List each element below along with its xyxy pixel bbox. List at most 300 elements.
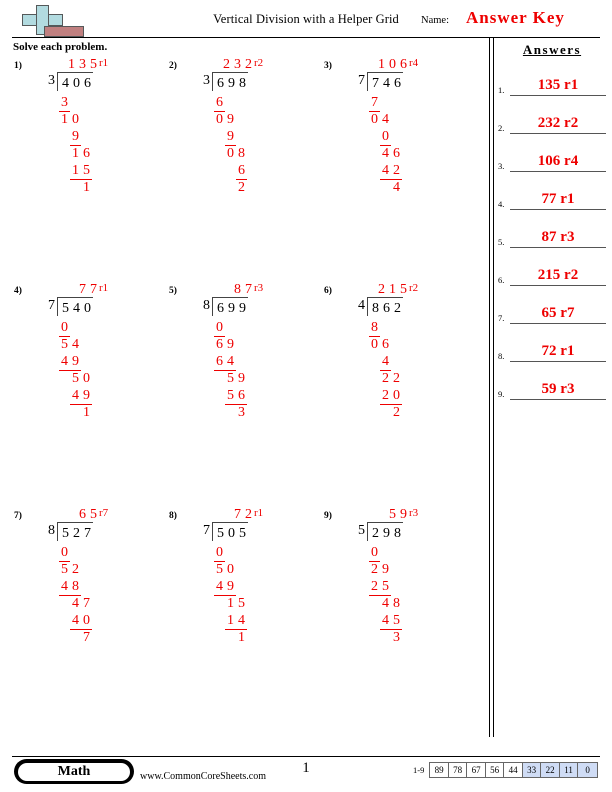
step-digits <box>214 335 236 353</box>
step-digit: 9 <box>72 129 79 144</box>
step-digit: 5 <box>227 371 234 386</box>
quotient-digit: 7 <box>79 282 86 297</box>
name-label: Name: <box>421 15 449 26</box>
dividend-digit: 9 <box>239 301 246 316</box>
dividend-digit: 0 <box>84 301 91 316</box>
step-digit: 4 <box>72 388 79 403</box>
long-division-work <box>197 280 263 420</box>
grading-scale-cell: 22 <box>541 763 560 777</box>
logo-bar <box>44 26 84 37</box>
quotient-digit: 9 <box>400 507 407 522</box>
step-digits <box>225 594 247 612</box>
difference-step <box>197 178 263 195</box>
page-footer <box>0 752 612 792</box>
answer-number: 7. <box>498 313 505 323</box>
step-digits <box>70 369 92 387</box>
grading-scale-cell: 44 <box>504 763 523 777</box>
remainder-label: r2 <box>254 57 264 69</box>
problem-number: 1) <box>14 61 22 71</box>
long-division-work <box>42 55 108 195</box>
difference-step <box>352 594 418 611</box>
answer-number: 2. <box>498 123 505 133</box>
step-digit: 8 <box>371 320 378 335</box>
step-digits <box>236 403 247 421</box>
remainder-label: r2 <box>409 282 419 294</box>
step-digit: 0 <box>83 371 90 386</box>
dividend-digit: 8 <box>394 526 401 541</box>
work-steps <box>42 543 108 645</box>
quotient-row <box>352 55 418 72</box>
subtraction-step <box>42 386 108 403</box>
dividend-digit: 9 <box>228 76 235 91</box>
problem-number: 5) <box>169 286 177 296</box>
step-digit: 0 <box>382 129 389 144</box>
dividend-digit: 6 <box>217 76 224 91</box>
long-division-work <box>197 505 263 645</box>
step-digit: 1 <box>72 163 79 178</box>
quotient-digit: 1 <box>389 282 396 297</box>
step-digit: 5 <box>227 388 234 403</box>
step-digit: 6 <box>382 337 389 352</box>
quotient-row <box>197 505 263 522</box>
step-digit: 1 <box>83 405 90 420</box>
dividend-row <box>197 522 263 542</box>
step-digit: 0 <box>72 112 79 127</box>
division-problem <box>324 280 479 500</box>
difference-step <box>42 560 108 577</box>
difference-step <box>42 369 108 386</box>
difference-step <box>352 178 418 195</box>
subtraction-step <box>42 577 108 594</box>
subtraction-step <box>352 543 418 560</box>
subtraction-step <box>352 352 418 369</box>
difference-step <box>42 628 108 645</box>
dividend-digit: 0 <box>73 76 80 91</box>
problem-number: 2) <box>169 61 177 71</box>
problem-row <box>0 280 489 505</box>
work-steps <box>352 318 418 420</box>
quotient-row <box>352 280 418 297</box>
difference-step <box>352 335 418 352</box>
quotient-digit: 6 <box>79 507 86 522</box>
difference-step <box>197 335 263 352</box>
answer-value: 72 r1 <box>541 343 575 359</box>
step-digits <box>225 144 247 162</box>
answer-number: 8. <box>498 351 505 361</box>
step-digits <box>81 178 92 196</box>
dividend-row <box>42 72 108 92</box>
dividend-digit: 7 <box>372 76 379 91</box>
problem-row <box>0 55 489 280</box>
dividend-digit: 5 <box>239 526 246 541</box>
page-number: 1 <box>302 760 310 776</box>
problem-number: 4) <box>14 286 22 296</box>
answer-row <box>498 134 608 172</box>
quotient-digit: 5 <box>389 507 396 522</box>
answer-value: 65 r7 <box>541 305 575 321</box>
dividend-digit: 7 <box>84 526 91 541</box>
division-bracket <box>57 297 93 316</box>
step-digits <box>391 628 402 646</box>
divisor: 7 <box>48 298 55 313</box>
dividend-digit: 2 <box>73 526 80 541</box>
subtraction-step <box>42 611 108 628</box>
step-digit: 4 <box>382 163 389 178</box>
grading-scale-cell: 11 <box>560 763 579 777</box>
quotient-digit: 0 <box>389 57 396 72</box>
long-division-work <box>352 280 418 420</box>
step-digit: 6 <box>83 146 90 161</box>
division-problem <box>14 505 169 725</box>
division-problem <box>14 55 169 275</box>
answer-row <box>498 172 608 210</box>
answer-number: 6. <box>498 275 505 285</box>
dividend-digit: 2 <box>372 526 379 541</box>
quotient-digit: 2 <box>245 57 252 72</box>
step-digit: 0 <box>371 337 378 352</box>
dividend-digit: 6 <box>217 301 224 316</box>
step-digit: 2 <box>382 371 389 386</box>
step-digit: 5 <box>83 163 90 178</box>
grading-scale <box>413 762 598 778</box>
step-digit: 2 <box>371 562 378 577</box>
quotient-pad <box>66 507 77 523</box>
step-digits <box>236 628 247 646</box>
subtraction-step <box>352 127 418 144</box>
division-problem <box>324 55 479 275</box>
grading-scale-cell: 0 <box>578 763 597 777</box>
answers-heading: Answers <box>522 42 582 57</box>
answer-row <box>498 96 608 134</box>
step-digit: 2 <box>382 388 389 403</box>
step-digit: 1 <box>83 180 90 195</box>
dividend-row <box>352 297 418 317</box>
difference-step <box>42 178 108 195</box>
difference-step <box>42 144 108 161</box>
answers-list <box>496 58 608 400</box>
step-digit: 4 <box>216 579 223 594</box>
problems-grid <box>0 55 489 730</box>
remainder-label: r4 <box>409 57 419 69</box>
step-digit: 9 <box>227 129 234 144</box>
step-digits <box>59 110 81 128</box>
grading-scale-cell: 89 <box>430 763 449 777</box>
subtraction-step <box>197 352 263 369</box>
step-digits <box>391 403 402 421</box>
dividend-digit: 4 <box>73 301 80 316</box>
problem-number: 9) <box>324 511 332 521</box>
subtraction-step <box>197 127 263 144</box>
problem-number: 3) <box>324 61 332 71</box>
step-digit: 5 <box>216 562 223 577</box>
quotient-pad <box>376 507 387 523</box>
difference-step <box>197 628 263 645</box>
divisor: 8 <box>48 523 55 538</box>
step-digit: 9 <box>72 354 79 369</box>
step-digit: 2 <box>238 180 245 195</box>
divisor: 7 <box>358 73 365 88</box>
step-digit: 0 <box>227 562 234 577</box>
dividend-digit: 8 <box>372 301 379 316</box>
dividend-digit: 6 <box>383 301 390 316</box>
problem-number: 8) <box>169 511 177 521</box>
step-digits <box>391 178 402 196</box>
step-digit: 3 <box>238 405 245 420</box>
quotient-row <box>197 55 263 72</box>
quotient-row <box>352 505 418 522</box>
work-steps <box>42 93 108 195</box>
step-digit: 7 <box>371 95 378 110</box>
page-header <box>0 0 612 40</box>
remainder-label: r1 <box>254 507 264 519</box>
step-digit: 7 <box>83 596 90 611</box>
subtraction-step <box>352 93 418 110</box>
dividend-row <box>352 72 418 92</box>
difference-step <box>352 144 418 161</box>
difference-step <box>197 144 263 161</box>
page-title: Vertical Division with a Helper Grid <box>213 12 399 26</box>
dividend-digit: 2 <box>394 301 401 316</box>
subtraction-step <box>42 127 108 144</box>
answer-number: 5. <box>498 237 505 247</box>
answer-row <box>498 58 608 96</box>
step-digit: 4 <box>72 596 79 611</box>
step-digit: 4 <box>227 354 234 369</box>
step-digit: 0 <box>216 320 223 335</box>
step-digit: 0 <box>371 112 378 127</box>
step-digit: 2 <box>393 371 400 386</box>
work-steps <box>197 318 263 420</box>
remainder-label: r3 <box>254 282 264 294</box>
dividend-row <box>352 522 418 542</box>
step-digit: 8 <box>238 146 245 161</box>
difference-step <box>197 403 263 420</box>
grading-scale-cell: 33 <box>523 763 542 777</box>
step-digit: 2 <box>72 562 79 577</box>
answer-value: 106 r4 <box>537 153 579 169</box>
work-steps <box>42 318 108 420</box>
step-digits <box>59 335 81 353</box>
dividend-digit: 9 <box>383 526 390 541</box>
step-digits <box>380 594 402 612</box>
step-digit: 4 <box>382 613 389 628</box>
step-digit: 5 <box>61 337 68 352</box>
subject-badge-label: Math <box>18 763 130 781</box>
quotient-digit: 6 <box>400 57 407 72</box>
step-digit: 9 <box>238 371 245 386</box>
dividend-digit: 6 <box>394 76 401 91</box>
difference-step <box>42 110 108 127</box>
dividend-digit: 6 <box>84 76 91 91</box>
division-bracket <box>212 72 248 91</box>
difference-step <box>197 560 263 577</box>
quotient-digit: 7 <box>90 282 97 297</box>
subtraction-step <box>197 543 263 560</box>
quotient-row <box>197 280 263 297</box>
long-division-work <box>352 55 418 195</box>
division-problem <box>169 55 324 275</box>
step-digit: 4 <box>72 337 79 352</box>
step-digits <box>81 403 92 421</box>
quotient-digit: 7 <box>245 282 252 297</box>
step-digit: 9 <box>83 388 90 403</box>
step-digit: 1 <box>72 146 79 161</box>
step-digit: 0 <box>227 146 234 161</box>
step-digit: 3 <box>61 95 68 110</box>
step-digit: 2 <box>371 579 378 594</box>
problem-number: 6) <box>324 286 332 296</box>
answer-value: 232 r2 <box>537 115 579 131</box>
subtraction-step <box>197 611 263 628</box>
subtraction-step <box>352 611 418 628</box>
remainder-label: r1 <box>99 57 109 69</box>
step-digits <box>70 594 92 612</box>
step-digit: 2 <box>393 163 400 178</box>
step-digit: 6 <box>216 354 223 369</box>
step-digit: 7 <box>83 630 90 645</box>
step-digit: 3 <box>393 630 400 645</box>
dividend-digit: 9 <box>228 301 235 316</box>
step-digit: 1 <box>238 630 245 645</box>
quotient-row <box>42 505 108 522</box>
division-problem <box>169 280 324 500</box>
step-digit: 5 <box>238 596 245 611</box>
dividend-digit: 8 <box>239 76 246 91</box>
difference-step <box>42 403 108 420</box>
answers-column-divider <box>489 37 494 737</box>
step-digit: 1 <box>61 112 68 127</box>
subtraction-step <box>197 318 263 335</box>
step-digits <box>81 628 92 646</box>
quotient-digit: 2 <box>378 282 385 297</box>
division-bracket <box>367 522 403 541</box>
subtraction-step <box>42 93 108 110</box>
division-bracket <box>57 72 93 91</box>
step-digit: 6 <box>393 146 400 161</box>
difference-step <box>352 369 418 386</box>
step-digit: 1 <box>227 596 234 611</box>
step-digit: 8 <box>72 579 79 594</box>
step-digit: 0 <box>83 613 90 628</box>
step-digit: 6 <box>238 163 245 178</box>
footer-divider <box>12 756 600 757</box>
subtraction-step <box>352 577 418 594</box>
difference-step <box>197 369 263 386</box>
quotient-digit: 5 <box>90 57 97 72</box>
difference-step <box>197 594 263 611</box>
division-bracket <box>367 72 403 91</box>
divisor: 7 <box>203 523 210 538</box>
difference-step <box>42 335 108 352</box>
work-steps <box>197 93 263 195</box>
answer-number: 3. <box>498 161 505 171</box>
remainder-label: r3 <box>409 507 419 519</box>
step-digit: 4 <box>382 112 389 127</box>
quotient-digit: 2 <box>245 507 252 522</box>
problem-number: 7) <box>14 511 22 521</box>
dividend-row <box>42 522 108 542</box>
answer-value: 87 r3 <box>541 229 575 245</box>
division-bracket <box>212 297 248 316</box>
grading-scale-cell: 67 <box>467 763 486 777</box>
division-bracket <box>57 522 93 541</box>
dividend-digit: 4 <box>62 76 69 91</box>
division-problem <box>324 505 479 725</box>
step-digits <box>236 178 247 196</box>
answer-value: 59 r3 <box>541 381 575 397</box>
step-digit: 4 <box>61 579 68 594</box>
subtraction-step <box>352 161 418 178</box>
step-digits <box>214 560 236 578</box>
division-problem <box>14 280 169 500</box>
step-digit: 4 <box>382 146 389 161</box>
quotient-row <box>42 55 108 72</box>
step-digits <box>369 335 391 353</box>
quotient-digit: 1 <box>68 57 75 72</box>
subtraction-step <box>42 318 108 335</box>
step-digit: 5 <box>72 371 79 386</box>
problem-row <box>0 505 489 730</box>
step-digit: 9 <box>227 112 234 127</box>
step-digits <box>225 369 247 387</box>
step-digits <box>59 560 81 578</box>
subtraction-step <box>352 318 418 335</box>
step-digit: 1 <box>227 613 234 628</box>
division-problem <box>169 505 324 725</box>
step-digit: 0 <box>61 320 68 335</box>
grading-scale-cell: 56 <box>486 763 505 777</box>
subtraction-step <box>42 161 108 178</box>
divisor: 8 <box>203 298 210 313</box>
answer-value: 215 r2 <box>537 267 579 283</box>
quotient-digit: 3 <box>234 57 241 72</box>
instruction-text: Solve each problem. <box>13 41 108 53</box>
step-digit: 4 <box>238 613 245 628</box>
long-division-work <box>42 280 108 420</box>
step-digit: 0 <box>393 388 400 403</box>
quotient-row <box>42 280 108 297</box>
difference-step <box>42 594 108 611</box>
dividend-row <box>197 72 263 92</box>
quotient-pad <box>221 282 232 298</box>
subtraction-step <box>197 161 263 178</box>
subtraction-step <box>352 386 418 403</box>
answer-row <box>498 248 608 286</box>
subtraction-step <box>42 543 108 560</box>
remainder-label: r1 <box>99 282 109 294</box>
subtraction-step <box>197 386 263 403</box>
step-digits <box>369 560 391 578</box>
difference-step <box>352 110 418 127</box>
step-digit: 4 <box>382 354 389 369</box>
step-digit: 0 <box>216 112 223 127</box>
step-digits <box>380 144 402 162</box>
step-digit: 4 <box>61 354 68 369</box>
dividend-digit: 5 <box>62 526 69 541</box>
long-division-work <box>197 55 263 195</box>
long-division-work <box>352 505 418 645</box>
step-digit: 5 <box>382 579 389 594</box>
step-digit: 9 <box>227 579 234 594</box>
answers-panel <box>496 40 608 400</box>
work-steps <box>352 93 418 195</box>
quotient-pad <box>66 282 77 298</box>
answer-number: 9. <box>498 389 505 399</box>
difference-step <box>352 628 418 645</box>
divisor: 3 <box>203 73 210 88</box>
divisor: 4 <box>358 298 365 313</box>
step-digit: 2 <box>393 405 400 420</box>
